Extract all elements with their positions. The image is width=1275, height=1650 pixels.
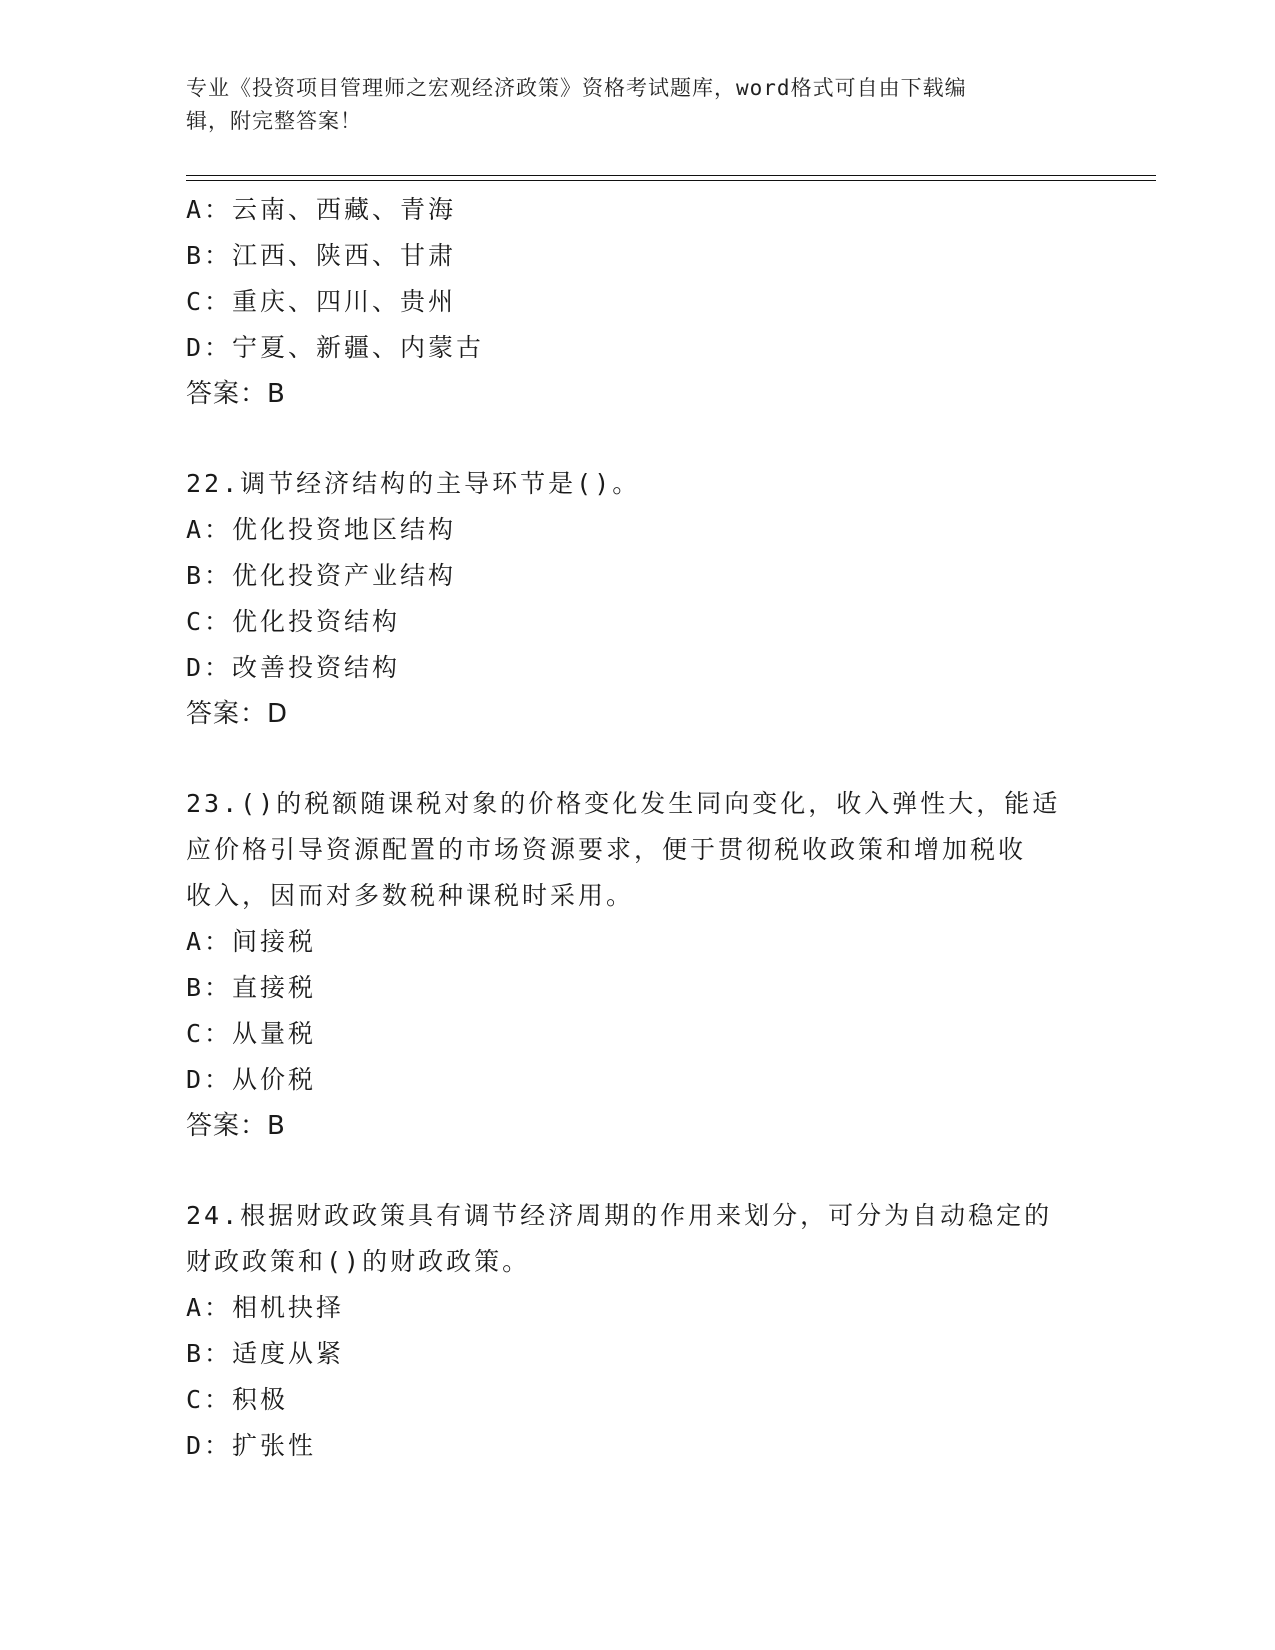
spacer	[186, 1149, 1086, 1193]
question-24	[186, 1193, 1086, 1469]
spacer	[186, 737, 1086, 781]
question-22	[186, 461, 1086, 737]
option-c: C：重庆、四川、贵州	[186, 287, 457, 316]
option-a: A：相机抉择	[186, 1293, 345, 1322]
header-rule-top	[186, 175, 1156, 176]
option-a: A：间接税	[186, 927, 317, 956]
question-stem: 22.调节经济结构的主导环节是()。	[186, 469, 641, 498]
option-b: B：适度从紧	[186, 1339, 345, 1368]
option-b: B：优化投资产业结构	[186, 561, 457, 590]
question-stem-line-2: 财政政策和()的财政政策。	[186, 1247, 531, 1276]
option-a: A：云南、西藏、青海	[186, 195, 457, 224]
option-c: C：优化投资结构	[186, 607, 401, 636]
answer: 答案：B	[186, 379, 286, 409]
option-a: A：优化投资地区结构	[186, 515, 457, 544]
document-header	[186, 72, 1066, 138]
question-stem-line-3: 收入，因而对多数税种课税时采用。	[186, 881, 635, 910]
option-b: B：江西、陕西、甘肃	[186, 241, 457, 270]
header-line-1: 专业《投资项目管理师之宏观经济政策》资格考试题库，word格式可自由下载编	[186, 76, 967, 100]
header-rule-bottom	[186, 180, 1156, 181]
option-b: B：直接税	[186, 973, 317, 1002]
answer: 答案：D	[186, 699, 289, 729]
option-d: D：从价税	[186, 1065, 317, 1094]
option-d: D：扩张性	[186, 1431, 317, 1460]
option-d: D：改善投资结构	[186, 653, 401, 682]
question-23	[186, 781, 1086, 1149]
option-c: C：积极	[186, 1385, 289, 1414]
answer: 答案：B	[186, 1111, 286, 1141]
spacer	[186, 417, 1086, 461]
question-stem-line-1: 23.()的税额随课税对象的价格变化发生同向变化，收入弹性大，能适	[186, 789, 1061, 818]
question-stem-line-1: 24.根据财政政策具有调节经济周期的作用来划分，可分为自动稳定的	[186, 1201, 1053, 1230]
question-21	[186, 187, 1086, 417]
header-line-2: 辑，附完整答案！	[186, 109, 362, 133]
question-stem-line-2: 应价格引导资源配置的市场资源要求，便于贯彻税收政策和增加税收	[186, 835, 1027, 864]
question-list	[186, 187, 1086, 1469]
option-c: C：从量税	[186, 1019, 317, 1048]
option-d: D：宁夏、新疆、内蒙古	[186, 333, 485, 362]
